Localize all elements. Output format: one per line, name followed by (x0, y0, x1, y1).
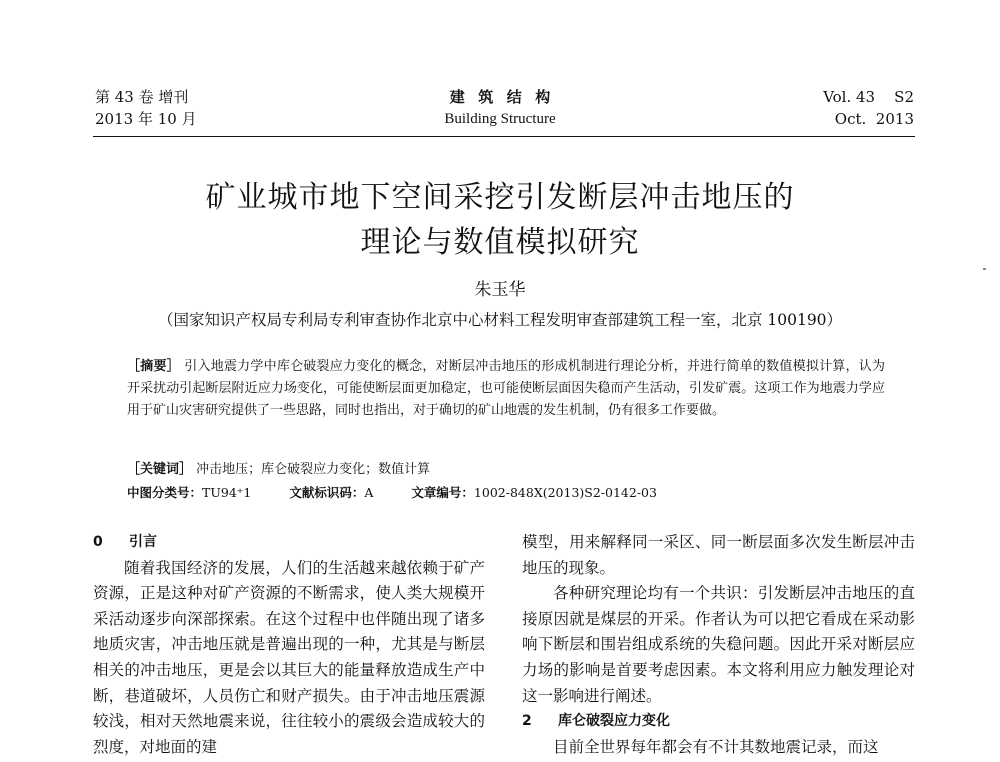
paper-title (0, 175, 1000, 265)
doc-code-value: A (364, 485, 374, 500)
keywords (127, 459, 885, 481)
abstract-text: 引入地震力学中库仑破裂应力变化的概念，对断层冲击地压的形成机制进行理论分析，并进行简单的数值模拟计算，认为开采扰动引起断层附近应力场变化，可能使断层面更加稳定，也可能使断层面因失稳而产生活动，引发矿震。这项工作为地震力学应用于矿山灾害研究提供了一些思路，同时也指出，对于确切的矿山地震的发生机制，仍有很多工作要做。 (127, 359, 885, 418)
paper-title-line2: 理论与数值模拟研究 (360, 225, 640, 260)
section-title: 库仑破裂应力变化 (558, 713, 670, 730)
journal-issue-info-en (823, 86, 914, 130)
author: 朱玉华 (474, 280, 526, 300)
section-title: 引言 (129, 534, 157, 550)
paragraph: 目前全世界每年都会有不计其数地震记录，而这 (553, 737, 879, 756)
paragraph: 随着我国经济的发展，人们的生活越来越依赖于矿产资源，正是这种对矿产资源的不断需求，使人类大规模开采活动逐步向深部探索。在这个过程中也伴随出现了诸多地质灾害，冲击地压就是普遍出现的一种，尤其是与断层相关的冲击地压，更是会以其巨大的能量释放造成生产中断，巷道破坏，人员伤亡和财产损失。由于冲击地压震源较浅，相对天然地震来说，往往较小的震级会造成较大的烈度，对地面的建 (93, 558, 485, 756)
abstract (127, 356, 885, 422)
paragraph: 各种研究理论均有一个共识：引发断层冲击地压的直接原因就是煤层的开采。作者认为可以把它看成在采动影响下断层和围岩组成系统的失稳问题。因此开采对断层应力场的影响是首要考虑因素。本文将利用应力触发理论对这一影响进行阐述。 (522, 584, 915, 705)
paragraph: 模型，用来解释同一采区、同一断层面多次发生断层冲击地压的现象。 (522, 533, 915, 577)
publication-date-en: Oct. 2013 (834, 110, 914, 128)
classification-line (127, 483, 657, 503)
volume-issue-en: Vol. 43 S2 (823, 88, 914, 106)
clc-value: TU94⁺1 (202, 485, 252, 500)
journal-name-en: Building Structure (444, 111, 556, 127)
article-number-value: 1002-848X(2013)S2-0142-03 (473, 485, 657, 500)
clc-label: 中图分类号： (127, 485, 203, 500)
publication-date: 2013 年 10 月 (95, 110, 197, 128)
paper-title-line1: 矿业城市地下空间采挖引发断层冲击地压的 (205, 180, 795, 215)
keywords-text: 冲击地压；库仑破裂应力变化；数值计算 (196, 462, 431, 477)
abstract-label: ［摘要］ (127, 359, 180, 374)
section-heading (93, 530, 485, 556)
journal-name-cn: 建筑结构 (449, 88, 564, 106)
scan-speck (983, 268, 986, 270)
section-number: 2 (522, 713, 532, 730)
keywords-label: ［关键词］ (127, 462, 193, 477)
section-heading (522, 709, 915, 735)
article-number-label: 文章编号： (411, 485, 474, 500)
section-number: 0 (93, 534, 103, 550)
body-column-left (93, 530, 485, 760)
doc-code-label: 文献标识码： (289, 485, 365, 500)
affiliation: （国家知识产权局专利局专利审查协作北京中心材料工程发明审查部建筑工程一室，北京 100190） (157, 311, 843, 329)
body-column-right (522, 530, 915, 760)
header-rule (93, 136, 915, 137)
volume-issue: 第 43 卷 增刊 (95, 88, 189, 106)
